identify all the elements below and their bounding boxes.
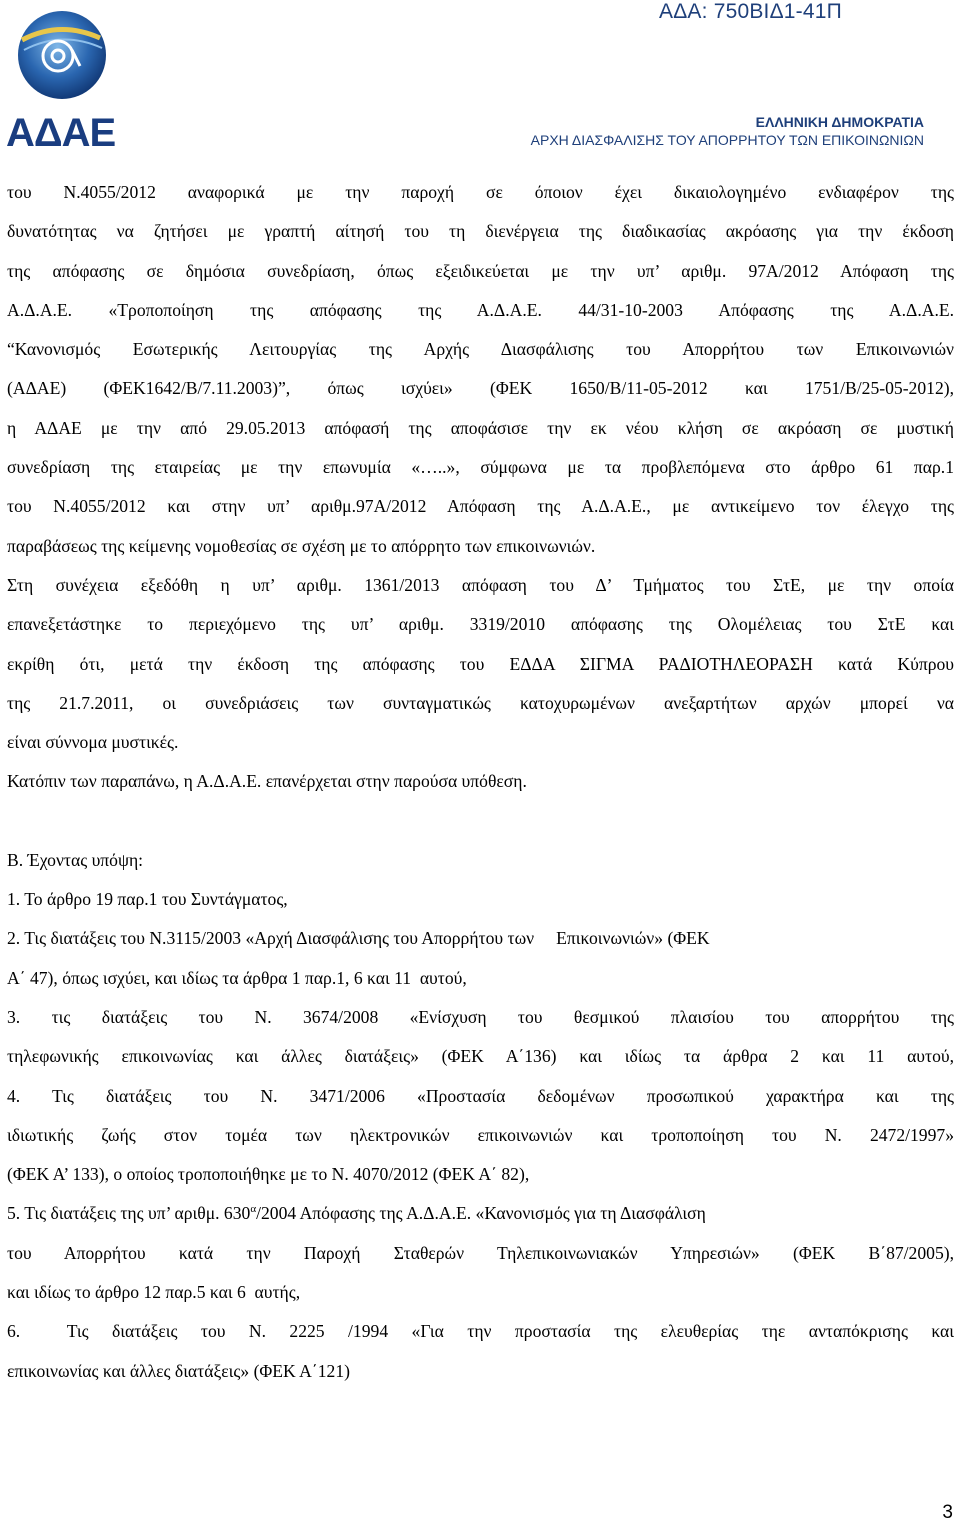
text-line: είναι σύννομα μυστικές. <box>7 732 179 753</box>
list-item <box>7 1194 954 1233</box>
section-title: Β. Έχοντας υπόψη: <box>7 849 144 870</box>
text-line: της απόφασης σε δημόσια συνεδρίαση, όπως εξειδικεύεται με την υπ’ αριθμ. 97Α/2012 Απόφαση της <box>7 260 954 281</box>
text-line: του Ν.4055/2012 αναφορικά με την παροχή σε όποιον έχει δικαιολογημένο ενδιαφέρον της <box>7 182 954 202</box>
document-body <box>7 173 954 1391</box>
text-line: εκρίθη ότι, μετά την έκδοση της απόφασης του ΕΔΔΑ ΣΙΓΜΑ ΡΑΔΙΟΤΗΛΕΟΡΑΣΗ κατά Κύπρου <box>7 653 954 674</box>
list-item: 1. Το άρθρο 19 παρ.1 του Συντάγματος, <box>7 889 288 910</box>
list-item: 6. Τις διατάξεις του Ν. 2225 /1994 «Για την προστασία της ελευθερίας τηε ανταπόκρισης και <box>7 1321 954 1342</box>
list-item: (ΦΕΚ Α’ 133), ο οποίος τροποποιήθηκε με το Ν. 4070/2012 (ΦΕΚ Α΄ 82), <box>7 1164 530 1185</box>
text-line: παραβάσεως της κείμενης νομοθεσίας σε σχέση με το απόρρητο των επικοινωνιών. <box>7 535 596 556</box>
text-line: η ΑΔΑΕ με την από 29.05.2013 απόφασή της αποφάσισε την εκ νέου κλήση σε ακρόαση σε μυστική <box>7 417 954 438</box>
text-line: επανεξετάστηκε το περιεχόμενο της υπ’ αριθμ. 3319/2010 απόφασης της Ολομέλειας του ΣτΕ και <box>7 614 954 635</box>
list-item: του Απορρήτου κατά την Παροχή Σταθερών Τηλεπικοινωνιακών Υπηρεσιών» (ΦΕΚ Β΄87/2005), <box>7 1242 954 1263</box>
svg-text:ΑΔΑΕ: ΑΔΑΕ <box>6 111 116 155</box>
list-item: ιδιωτικής ζωής στον τομέα των ηλεκτρονικών επικοινωνιών και τροποποίηση του Ν. 2472/1997» <box>7 1124 954 1145</box>
org-title: ΕΛΛΗΝΙΚΗ ΔΗΜΟΚΡΑΤΙΑ <box>755 114 924 130</box>
list-item: και ιδίως το άρθρο 12 παρ.5 και 6 αυτής, <box>7 1282 301 1303</box>
text-line: συνεδρίαση της εταιρείας με την επωνυμία «…..», σύμφωνα με τα προβλεπόμενα στο άρθρο 61 παρ.1 <box>7 457 954 478</box>
text-line: “Κανονισμός Εσωτερικής Λειτουργίας της Αρχής Διασφάλισης του Απορρήτου των Επικοινωνιών <box>7 339 954 360</box>
list-item-text: 5. Τις διατάξεις της υπ’ αριθμ. 630 <box>7 1203 251 1224</box>
adae-logo <box>0 0 125 160</box>
list-item: επικοινωνίας και άλλες διατάξεις» (ΦΕΚ Α΄121) <box>7 1360 350 1381</box>
adae-logo-icon <box>0 0 125 155</box>
text-line: Α.Δ.Α.Ε. «Τροποποίηση της απόφασης της Α.Δ.Α.Ε. 44/31-10-2003 Απόφασης της Α.Δ.Α.Ε. <box>7 299 954 320</box>
text-line: Κατόπιν των παραπάνω, η Α.Δ.Α.Ε. επανέρχεται στην παρούσα υπόθεση. <box>7 771 527 792</box>
list-item: 2. Τις διατάξεις του Ν.3115/2003 «Αρχή Διασφάλισης του Απορρήτου των Επικοινωνιών» (ΦΕΚ <box>7 928 710 949</box>
paragraph-spacer <box>7 802 954 841</box>
list-item-text: /2004 Απόφασης της Α.Δ.Α.Ε. «Κανονισμός για τη Διασφάλιση <box>256 1203 706 1224</box>
list-item: τηλεφωνικής επικοινωνίας και άλλες διατάξεις» (ΦΕΚ Α΄136) και ιδίως τα άρθρα 2 και 11 αυτού, <box>7 1046 954 1067</box>
org-subtitle: ΑΡΧΗ ΔΙΑΣΦΑΛΙΣΗΣ ΤΟΥ ΑΠΟΡΡΗΤΟΥ ΤΩΝ ΕΠΙΚΟΙΝΩΝΙΩΝ <box>530 132 924 148</box>
text-line: (ΑΔΑΕ) (ΦΕΚ1642/Β/7.11.2003)”, όπως ισχύει» (ΦΕΚ 1650/Β/11-05-2012 και 1751/Β/25-05-2012), <box>7 378 954 399</box>
text-line: του Ν.4055/2012 και στην υπ’ αριθμ.97Α/2012 Απόφαση της Α.Δ.Α.Ε., με αντικείμενο τον έλεγχο της <box>7 496 954 517</box>
organization-header <box>531 113 924 149</box>
list-item: Α΄ 47), όπως ισχύει, και ιδίως τα άρθρα 1 παρ.1, 6 και 11 αυτού, <box>7 967 467 988</box>
text-line: της 21.7.2011, οι συνεδριάσεις των συνταγματικώς κατοχυρωμένων ανεξαρτήτων αρχών μπορεί να <box>7 692 954 713</box>
ada-code: ΑΔΑ: 750ΒΙΔ1-41Π <box>658 0 842 23</box>
superscript: α <box>250 1203 257 1216</box>
list-item: 3. τις διατάξεις του Ν. 3674/2008 «Ενίσχυση του θεσμικού πλαισίου του απορρήτου της <box>7 1006 954 1027</box>
page-number: 3 <box>942 1502 953 1523</box>
list-item: 4. Τις διατάξεις του Ν. 3471/2006 «Προστασία δεδομένων προσωπικού χαρακτήρα και της <box>7 1085 954 1106</box>
text-line: δυνατότητας να ζητήσει με γραπτή αίτησή του τη διενέργεια της διαδικασίας ακρόασης για την έκδοση <box>7 221 954 242</box>
text-line: Στη συνέχεια εξεδόθη η υπ’ αριθμ. 1361/2013 απόφαση του Δ’ Τμήματος του ΣτΕ, με την οποία <box>7 574 954 595</box>
